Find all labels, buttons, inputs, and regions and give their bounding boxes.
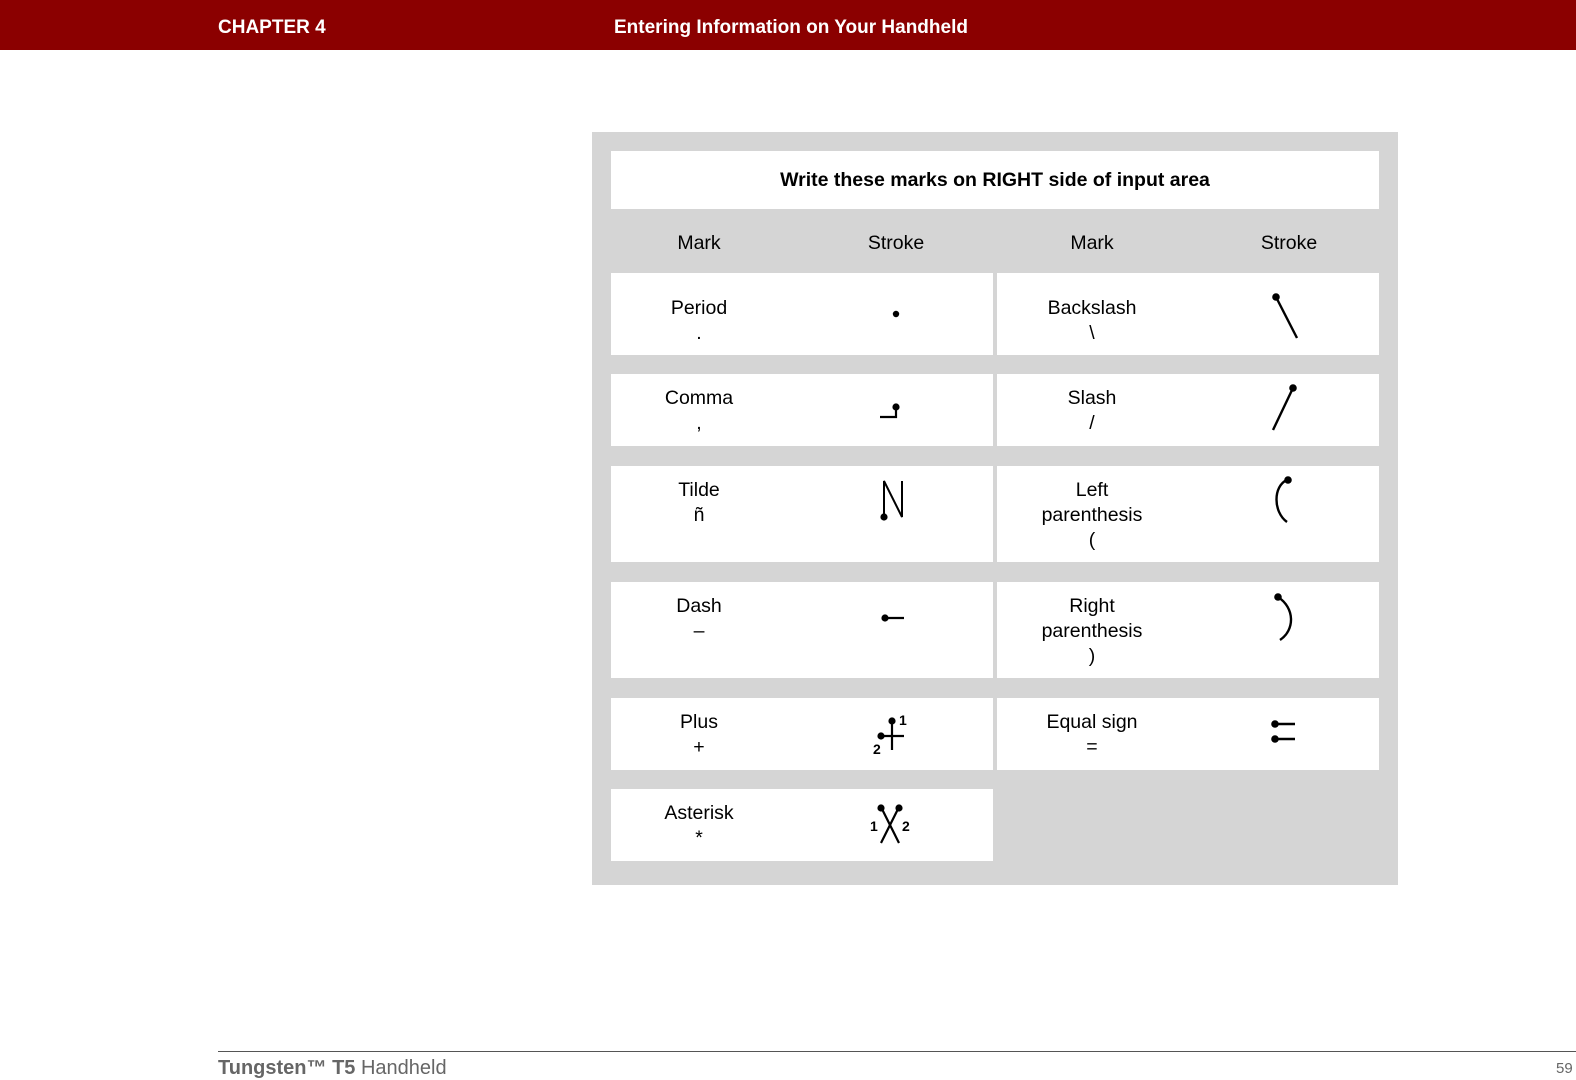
mark-backslash [1002,296,1182,346]
mark-symbol: + [693,736,705,758]
chapter-label: CHAPTER 4 [218,17,326,38]
graffiti-marks-table [592,132,1398,885]
mark-symbol: = [1086,736,1098,758]
page-number: 59 [1556,1060,1573,1077]
mark-symbol: , [696,412,702,434]
mark-equal-sign [1002,710,1182,760]
column-header-stroke-left: Stroke [867,232,925,254]
mark-plus [609,710,789,760]
mark-name-line2: parenthesis [1041,620,1143,642]
mark-period [609,296,789,346]
chapter-header-bar [0,0,1576,50]
mark-symbol: ñ [693,504,705,526]
column-header-mark-right: Mark [1070,232,1114,254]
mark-name: Backslash [1047,297,1137,319]
mark-comma [609,386,789,436]
mark-symbol: . [696,322,702,344]
mark-name-line2: parenthesis [1041,504,1143,526]
mark-symbol: \ [1089,322,1095,344]
mark-name: Dash [676,595,722,617]
mark-name: Period [670,297,728,319]
comma-stroke-icon [876,387,916,427]
dash-stroke-icon [876,598,916,638]
mark-name: Equal sign [1046,711,1138,733]
column-header-stroke-right: Stroke [1260,232,1318,254]
mark-tilde [609,478,789,528]
mark-symbol: * [695,827,703,849]
period-stroke-icon [876,294,916,334]
column-header-mark-left: Mark [677,232,721,254]
mark-symbol: ( [1088,529,1096,551]
mark-name-line1: Left [1075,479,1109,501]
mark-dash [609,594,789,644]
mark-name: Comma [664,387,734,409]
mark-name-line1: Right [1069,595,1115,617]
plus-stroke-order-2: 2 [873,741,881,757]
equal-sign-stroke-icon [1267,714,1307,754]
asterisk-stroke-order-2: 2 [902,818,910,834]
mark-symbol: / [1089,412,1095,434]
tilde-stroke-icon [872,476,912,524]
mark-right-parenthesis [1002,594,1182,669]
footer-rule [218,1051,1576,1052]
plus-stroke-icon [868,710,916,762]
plus-stroke-order-1: 1 [899,712,907,728]
footer-brand: Tungsten™ T5 [218,1057,356,1079]
mark-name: Tilde [678,479,720,501]
mark-name: Plus [680,711,718,733]
asterisk-stroke-order-1: 1 [870,818,878,834]
mark-symbol: – [693,620,705,642]
slash-stroke-icon [1267,381,1307,433]
asterisk-stroke-icon [868,802,916,850]
mark-left-parenthesis [1002,478,1182,553]
right-parenthesis-stroke-icon [1267,588,1307,644]
backslash-stroke-icon [1267,290,1307,342]
mark-name: Asterisk [664,802,734,824]
chapter-title: Entering Information on Your Handheld [614,17,968,38]
mark-slash [1002,386,1182,436]
mark-asterisk [609,801,789,851]
mark-symbol: ) [1088,645,1096,667]
left-parenthesis-stroke-icon [1267,472,1307,528]
footer-product [218,1057,447,1080]
mark-name: Slash [1067,387,1117,409]
table-title: Write these marks on RIGHT side of input area [611,151,1379,209]
footer-product-name: Handheld [360,1057,447,1079]
